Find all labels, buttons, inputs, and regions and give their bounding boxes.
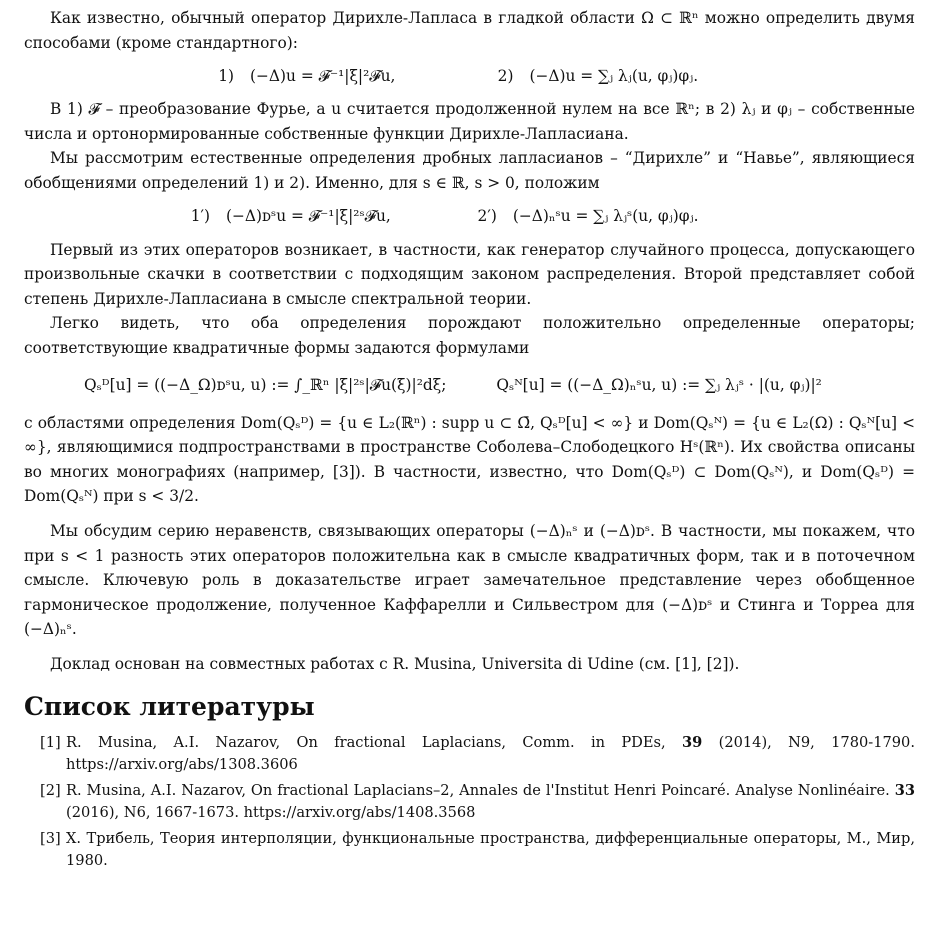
paragraph-intro [24,6,915,55]
paragraph-operators-text: Первый из этих операторов возникает, в частности, как генератор случайного процесса, допускающего произвольные скачки в соответствии с подходящим законом распределения. Второй представляет собой степень Дирихле-Лапласиана в смысле спектральной теории. [24,240,915,308]
equation-fourier: (−Δ)u = 𝓕⁻¹|ξ|²𝓕u, [250,66,396,85]
equation-navier-fractional: (−Δ)ₙˢu = ∑ⱼ λⱼˢ(u, φⱼ)φⱼ. [512,207,699,226]
paragraph-fractional [24,146,915,195]
paragraph-operators [24,238,915,312]
paragraph-intro-text: Как известно, обычный оператор Дирихле-Лапласа в гладкой области Ω ⊂ ℝⁿ можно определить двумя способами (кроме стандартного): [24,9,915,52]
equation-form-navier: Qₛᴺ[u] = ((−Δ_Ω)ₙˢu, u) := ∑ⱼ λⱼˢ · |(u, φⱼ)|² [496,376,822,395]
reference-text [66,780,915,823]
reference-number: [1] [40,734,61,752]
references-heading: Список литературы [24,692,315,722]
equation-fractional-definitions [24,196,915,238]
paragraph-fractional-text: Мы рассмотрим естественные определения дробных лапласианов – “Дирихле” и “Навье”, являющиеся обобщениями определений 1) и 2). Именно, для s ∈ ℝ, s > 0, положим [24,149,915,192]
reference-text-pre: Х. Трибель, Теория интерполяции, функциональные пространства, дифференциальные операторы, М., Мир, 1980. [66,830,915,869]
reference-number: [2] [40,782,61,800]
paragraph-forms [24,311,915,360]
paragraph-explanation [24,97,915,146]
reference-volume: 33 [894,782,915,800]
equation-laplace-definitions [24,55,915,97]
reference-list [24,732,915,871]
equation-form-dirichlet: Qₛᴰ[u] = ((−Δ_Ω)ᴅˢu, u) := ∫_ℝⁿ |ξ|²ˢ|𝓕u(ξ)|²dξ; [84,376,447,395]
paragraph-inequalities [24,519,915,642]
paragraph-forms-text: Легко видеть, что оба определения порождают положительно определенные операторы; соответствующие квадратичные формы задаются формулами [24,314,915,357]
paragraph-domains [24,411,915,509]
reference-text-post: (2016), N6, 1667-1673. https://arxiv.org/abs/1408.3568 [66,803,476,821]
reference-text [66,828,915,871]
equation-label-1: 1) [218,66,234,85]
paragraph-acknowledgement-text: Доклад основан на совместных работах с R. Musina, Universita di Udine (см. [1], [2]). [50,654,740,673]
paragraph-explanation-text: В 1) 𝓕 – преобразование Фурье, а u считается продолженной нулем на все ℝⁿ; в 2) λⱼ и φⱼ – собственные числа и ортонормированные собственные функции Дирихле-Лапласиана. [24,100,915,143]
equation-dirichlet-fractional: (−Δ)ᴅˢu = 𝓕⁻¹|ξ|²ˢ𝓕u, [226,207,391,226]
reference-text-pre: R. Musina, A.I. Nazarov, On fractional Laplacians, Comm. in PDEs, [66,734,682,752]
equation-label-1-prime: 1′) [190,207,210,226]
reference-text-post: (2014), N9, 1780-1790. https://arxiv.org/abs/1308.3606 [66,734,915,773]
equation-label-2: 2) [497,66,514,85]
paragraph-domains-text: с областями определения Dom(Qₛᴰ) = {u ∈ L₂(ℝⁿ) : supp u ⊂ Ω̄, Qₛᴰ[u] < ∞} и Dom(Qₛᴺ) = {u ∈ L₂(Ω) : Qₛᴺ[u] < ∞}, являющимися подпространствами в пространстве Соболева–Слободецкого Hˢ(ℝⁿ). Их свойства описаны во многих монографиях (например, [3]). В частности, известно, что Dom(Qₛᴰ) ⊂ Dom(Qₛᴺ), и Dom(Qₛᴰ) = Dom(Qₛᴺ) при s < 3/2. [24,413,915,506]
reference-text-pre: R. Musina, A.I. Nazarov, On fractional Laplacians–2, Annales de l'Institut Henri Poincaré. Analyse Nonlinéaire. [66,782,895,800]
reference-item-2 [24,780,915,823]
equation-spectral: (−Δ)u = ∑ⱼ λⱼ(u, φⱼ)φⱼ. [529,66,699,85]
reference-item-1 [24,732,915,775]
reference-item-3 [24,828,915,871]
paragraph-acknowledgement [24,652,915,677]
reference-number: [3] [40,830,61,848]
reference-volume: 39 [681,734,703,752]
paragraph-inequalities-text: Мы обсудим серию неравенств, связывающих операторы (−Δ)ₙˢ и (−Δ)ᴅˢ. В частности, мы покажем, что при s < 1 разность этих операторов положительна как в смысле квадратичных форм, так и в поточечном смысле. Ключевую роль в доказательстве играет замечательное представление через обобщенное гармоническое продолжение, полученное Каффарелли и Сильвестром для (−Δ)ᴅˢ и Стинга и Торреа для (−Δ)ₙˢ. [24,521,915,639]
equation-label-2-prime: 2′) [477,207,497,226]
equation-quadratic-forms [24,361,915,411]
reference-text [66,732,915,775]
